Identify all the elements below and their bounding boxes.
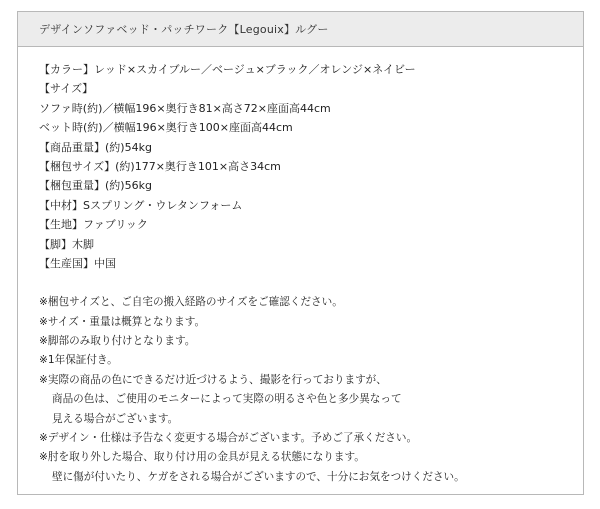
spec-color: 【カラー】レッド×スカイブルー／ベージュ×ブラック／オレンジ×ネイビー — [39, 63, 416, 76]
spec-origin: 【生産国】中国 — [39, 256, 116, 270]
table-body — [18, 47, 583, 487]
spec-package-size: 【梱包サイズ】(約)177×奥行き101×高さ34cm — [39, 159, 281, 173]
note-armrest-1: ※肘を取り外した場合、取り付け用の金具が見える状態になります。 — [39, 451, 365, 464]
spec-legs: 【脚】木脚 — [39, 237, 94, 251]
note-armrest-2: 壁に傷が付いたり、ケガをされる場合がございますので、十分にお気をつけください。 — [52, 470, 465, 483]
spec-fabric: 【生地】ファブリック — [39, 218, 148, 232]
table-header — [18, 12, 583, 47]
note-approximate: ※サイズ・重量は概算となります。 — [39, 315, 206, 328]
product-title: デザインソファベッド・パッチワーク【Legouix】ルグー — [39, 23, 329, 36]
spec-size-heading: 【サイズ】 — [39, 82, 94, 96]
note-color-1: ※実際の商品の色にできるだけ近づけるよう、撮影を行っておりますが、 — [39, 373, 387, 386]
note-color-3: 見える場合がございます。 — [52, 412, 179, 425]
spec-size-bed: ベット時(約)／横幅196×奥行き100×座面高44cm — [39, 121, 293, 135]
spec-filling: 【中材】Sスプリング・ウレタンフォーム — [39, 198, 243, 212]
note-legs-assembly: ※脚部のみ取り付けとなります。 — [39, 335, 196, 348]
note-package-check: ※梱包サイズと、ご自宅の搬入経路のサイズをご確認ください。 — [39, 296, 343, 309]
note-warranty: ※1年保証付き。 — [39, 354, 118, 367]
spec-package-weight: 【梱包重量】(約)56kg — [39, 179, 152, 193]
note-color-2: 商品の色は、ご使用のモニターによって実際の明るさや色と多少異なって — [52, 393, 402, 406]
spec-table — [17, 11, 584, 495]
spec-size-sofa: ソファ時(約)／横幅196×奥行き81×高さ72×座面高44cm — [39, 101, 331, 115]
note-design-change: ※デザイン・仕様は予告なく変更する場合がございます。予めご了承ください。 — [39, 432, 418, 445]
section-spacer — [39, 273, 583, 293]
spec-weight: 【商品重量】(約)54kg — [39, 140, 152, 154]
